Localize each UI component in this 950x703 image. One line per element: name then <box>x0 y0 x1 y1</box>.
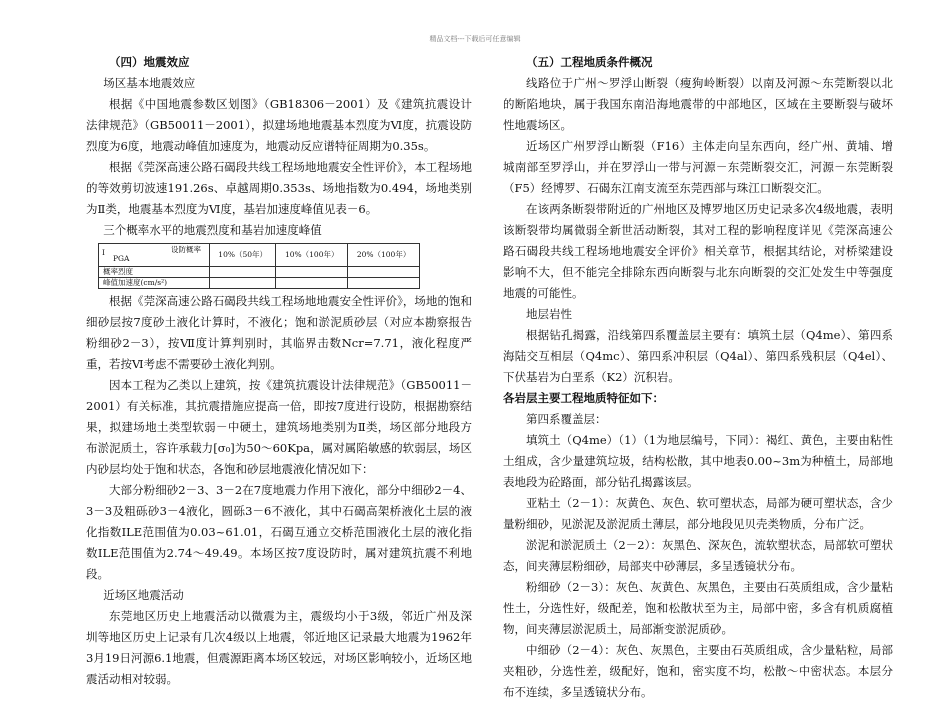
subheading-quaternary: 第四系覆盖层： <box>526 412 607 426</box>
subheading-near-field: 近场区地震活动 <box>103 588 184 602</box>
table-col-header: 20%（100年） <box>348 244 420 267</box>
page-header: 精品文档---下载后可任意编辑 <box>429 35 521 43</box>
paragraph: 因本工程为乙类以上建筑，按《建筑抗震设计法律规范》（GB50011－2001）有关标准，其抗震措施应提高一倍，即按7度进行设防，根据勘察结果，拟建场地土类型软弱－中硬土，建筑场地类别为Ⅱ类，场区部分地段方布淤泥质土，容许承载力[σ₀]为50～60Kpa，属对属陷敏感的软弱层，场区内砂层均处于饱和状态，各饱和砂层地震液化情况如下： <box>86 378 472 476</box>
paragraph: 在该两条断裂带附近的广州地区及博罗地区历史记录多次4级地震，表明该断裂带均属微弱全新世活动断裂，其对工程的影响程度详见《莞深高速公路石碣段共线工程场地地震安全评价》相关章节，根据其结论，对桥梁建设影响不大，但不能完全排除东西向断裂与北东向断裂的交汇处发生中等强度地震的可能性。 <box>503 202 893 300</box>
table-header-roman: I <box>102 248 105 257</box>
table-cell <box>210 278 276 289</box>
right-column <box>503 52 893 703</box>
paragraph: 东莞地区历史上地震活动以微震为主，震级均小于3级，邻近广州及深圳等地区历史上记录有几次4级以上地震，邻近地区记录最大地震为1962年3月19日河源6.1地震，但震源距离本场区较远，对场区影响较小，近场区地震活动相对较弱。 <box>86 609 472 686</box>
section-title-rock-layers: 各岩层主要工程地质特征如下： <box>503 391 664 405</box>
table-cell <box>276 267 348 278</box>
pga-table <box>98 243 420 289</box>
section-title-geology: （五）工程地质条件概况 <box>526 55 653 69</box>
paragraph: 淤泥和淤泥质土（2－2）：灰黑色、深灰色，流软塑状态，局部软可塑状态，间夹薄层粉细砂，局部夹中砂薄层，多呈透镜状分布。 <box>503 538 893 573</box>
paragraph: 根据《莞深高速公路石碣段共线工程场地地震安全性评价》，场地的饱和细砂层按7度砂土液化计算时，不液化；饱和淤泥质砂层（对应本勘察报告粉细砂2－3），按Ⅶ度计算判别时，其临界击数Ncr=7.71，液化程度严重，若按Ⅵ考虑不需要砂土液化判别。 <box>86 294 472 371</box>
paragraph: 线路位于广州～罗浮山断裂（瘦狗岭断裂）以南及河源～东莞断裂以北的断陷地块，属于我国东南沿海地震带的中部地区，区域在主要断裂与破坏性地震场区。 <box>503 76 893 132</box>
table-header-pga: PGA <box>113 254 130 263</box>
paragraph: 填筑土（Q4me）（1）（1为地层编号，下同）：褐红、黄色，主要由粘性土组成，含少量建筑垃圾，结构松散，其中地表0.00~3m为种植土，局部地表地段为砼路面，部分钻孔揭露该层。 <box>503 433 893 489</box>
paragraph: 大部分粉细砂2－3、3－2在7度地震力作用下液化，部分中细砂2－4、3－3及粗砾砂3－4液化，圆砾3－6不液化，其中石碣高架桥液化土层的液化指数ILE范围值为0.03~61.01，石碣互通立交桥范围液化土层的液化指数ILE范围值为2.74～49.49。本场区按7度设防时，属对建筑抗震不利地段。 <box>86 483 472 581</box>
table-header-probability: 设防概率 <box>171 245 201 254</box>
table-row-header: 峰值加速度(cm/s²) <box>99 278 210 289</box>
table-caption: 三个概率水平的地震烈度和基岩加速度峰值 <box>103 223 322 237</box>
left-column <box>86 52 472 690</box>
table-cell <box>210 267 276 278</box>
table-row-header: 概率烈度 <box>99 267 210 278</box>
subheading-lithology: 地层岩性 <box>526 307 572 321</box>
paragraph: 亚粘土（2－1）：灰黄色、灰色、软可塑状态，局部为硬可塑状态，含少量粉细砂，见淤泥及淤泥质土薄层，部分地段见贝壳类物质，分布广泛。 <box>503 496 893 531</box>
table-col-header: 10%（100年） <box>276 244 348 267</box>
table-col-header: 10%（50年） <box>210 244 276 267</box>
paragraph: 根据《中国地震参数区划图》（GB18306－2001）及《建筑抗震设计法律规范》（GB50011－2001），拟建场地地震基本烈度为Ⅵ度，抗震设防烈度为6度，地震动峰值加速度为，地震动反应谱特征周期为0.35s。 <box>86 97 472 153</box>
section-title-earthquake: （四）地震效应 <box>109 55 190 69</box>
table-diagonal-header <box>99 244 210 267</box>
table-cell <box>348 267 420 278</box>
paragraph: 近场区广州罗浮山断裂（F16）主体走向呈东西向，经广州、黄埔、增城南部至罗浮山，并在罗浮山一带与河源－东莞断裂交汇，河源－东莞断裂（F5）经博罗、石碣东江南支流至东莞西部与珠江口断裂交汇。 <box>503 139 893 195</box>
table-cell <box>276 278 348 289</box>
paragraph: 粉细砂（2－3）：灰色、灰黄色、灰黑色，主要由石英质组成，含少量粘性土，分选性好，级配差，饱和松散状至为主，局部中密，多含有机质腐植物，间夹薄层淤泥质土，局部渐变淤泥质砂。 <box>503 580 893 636</box>
paragraph: 中细砂（2－4）：灰色、灰黑色，主要由石英质组成，含少量粘粒，局部夹粗砂，分选性差，级配好，饱和，密实度不均，松散～中密状态。本层分布不连续，多呈透镜状分布。 <box>503 643 893 699</box>
table-cell <box>348 278 420 289</box>
subheading-site-effect: 场区基本地震效应 <box>103 76 196 90</box>
paragraph: 根据《莞深高速公路石碣段共线工程场地地震安全性评价》，本工程场地的等效剪切波速191.26s、卓越周期0.353s、场地指数为0.494，场地类别为Ⅱ类，地震基本烈度为Ⅵ度，基岩加速度峰值见表－6。 <box>86 160 472 216</box>
paragraph: 根据钻孔揭露，沿线第四系覆盖层主要有：填筑土层（Q4me）、第四系海陆交互相层（Q4mc）、第四系冲积层（Q4al）、第四系残积层（Q4el）、下伏基岩为白垩系（K2）沉积岩。 <box>503 328 893 384</box>
